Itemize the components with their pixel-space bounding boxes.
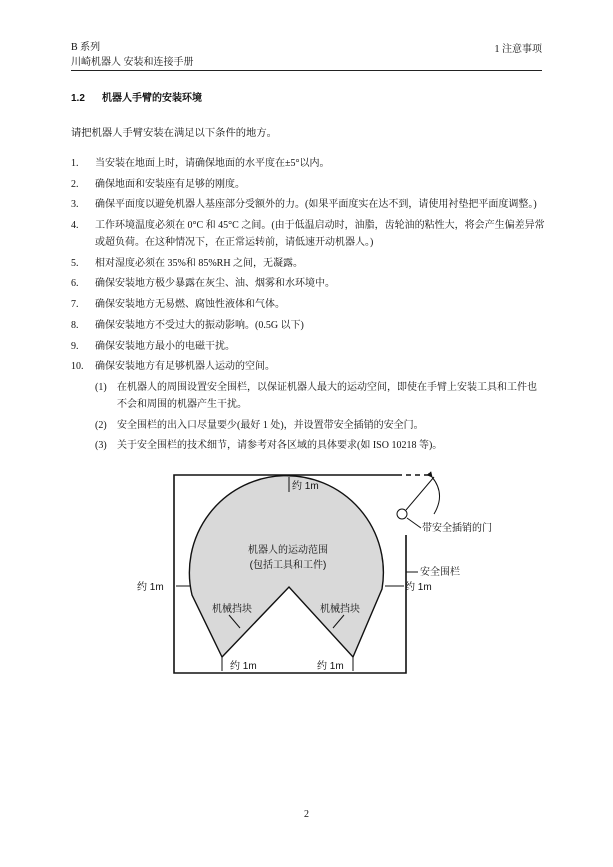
item-number: 5. [71,257,79,269]
sub-item-text: 安全围栏的出入口尽量要少(最好 1 处)，并设置带安全插销的安全门。 [117,419,424,431]
intro-paragraph: 请把机器人手臂安装在满足以下条件的地方。 [71,128,277,139]
dim-bottom-right-label: 约 1m [317,661,344,672]
item-text: 确保安装地方无易燃、腐蚀性液体和气体。 [95,299,285,311]
section-title: 机器人手臂的安装环境 [102,93,202,104]
page-number: 2 [304,809,309,820]
sub-item-number: (2) [95,419,107,431]
item-text: 相对湿度必须在 35%和 85%RH 之间，无凝露。 [95,257,304,269]
sub-item-text: 在机器人的周围设置安全围栏，以保证机器人最大的运动空间，即使在手臂上安装工具和工件也不会和周围的机器产生干扰。 [117,381,537,410]
item-number: 4. [71,220,79,232]
safety-door-label: 带安全插销的门 [422,523,492,534]
sub-item-text: 关于安全围栏的技术细节，请参考对各区域的具体要求(如 ISO 10218 等)。 [117,440,443,452]
item-text: 确保安装地方有足够机器人运动的空间。 [95,361,275,373]
header-chapter: 1 注意事项 [494,44,542,55]
motion-range-label-2: (包括工具和工件) [249,560,327,571]
dim-top-label: 约 1m [292,481,319,492]
motion-range-label-1: 机器人的运动范围 [248,545,328,556]
item-text: 确保安装地方极少暴露在灰尘、油、烟雾和水环境中。 [95,278,335,290]
dim-right-label: 约 1m [405,582,432,593]
dim-bottom-left-label: 约 1m [230,661,257,672]
stopper-left-label: 机械挡块 [212,604,252,615]
sub-item-number: (1) [95,381,107,393]
header-manual-title: 川崎机器人 安装和连接手册 [71,57,194,68]
item-text: 当安装在地面上时，请确保地面的水平度在±5°以内。 [95,158,330,169]
sub-item-number: (3) [95,440,107,452]
section-number: 1.2 [71,93,85,104]
safety-interlock-icon [397,509,407,519]
item-text: 确保平面度以避免机器人基座部分受额外的力。(如果平面度实在达不到，请使用衬垫把平面度调整。) [95,199,537,211]
door-swing-arc [432,477,440,514]
door-swing-line [406,477,434,510]
item-text: 确保地面和安装座有足够的刚度。 [95,178,245,190]
item-number: 10. [71,361,84,373]
item-text: 确保安装地方最小的电磁干扰。 [95,340,235,352]
item-text: 工作环境温度必须在 0°C 和 45°C 之间。(由于低温启动时，油脂，齿轮油的粘性大，将会产生偏差异常或超负荷。在这种情况下，在正常运转前，请低速开动机器人。) [95,220,545,249]
stopper-right-label: 机械挡块 [320,604,360,615]
safety-fence-label: 安全围栏 [420,567,460,578]
item-number: 7. [71,299,79,311]
header-series: B 系列 [71,42,101,53]
item-number: 9. [71,340,79,352]
item-number: 8. [71,319,79,331]
item-text: 确保安装地方不受过大的振动影响。(0.5G 以下) [95,319,304,331]
dim-left-label: 约 1m [137,582,164,593]
item-number: 2. [71,178,79,190]
item-number: 1. [71,158,79,169]
item-number: 6. [71,278,79,290]
item-number: 3. [71,199,79,211]
door-leader-line [407,518,421,528]
